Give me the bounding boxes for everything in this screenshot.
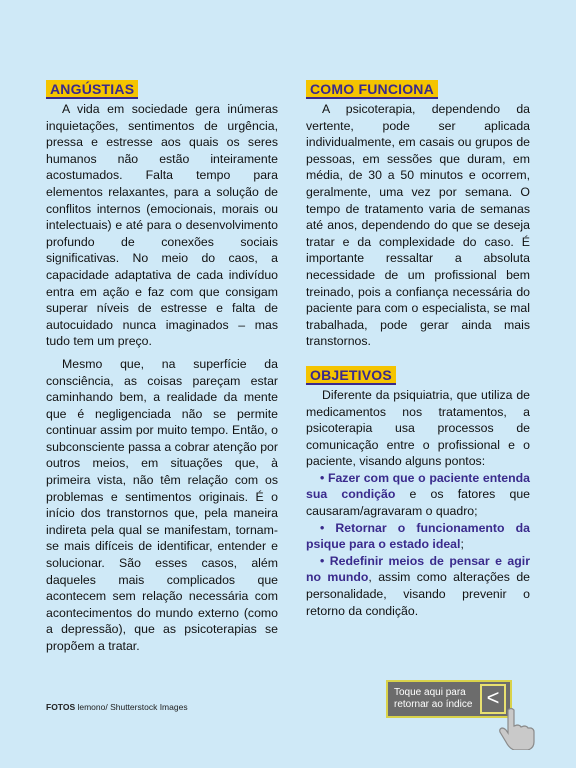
left-column	[46, 80, 278, 671]
bullet-item	[306, 470, 530, 520]
section-heading-objetivos: OBJETIVOS	[306, 366, 396, 385]
bullet-highlight: • Redefinir meios de pensar e agir no mundo	[306, 553, 530, 585]
bullet-item	[306, 553, 530, 619]
section-heading-como-funciona: COMO FUNCIONA	[306, 80, 438, 99]
back-button-label: Toque aqui para retornar ao índice	[394, 687, 473, 710]
credit-text: lemono/ Shutterstock Images	[75, 702, 188, 712]
pointing-hand-icon	[496, 706, 536, 750]
back-arrow-icon: <	[480, 684, 506, 714]
section-objetivos	[306, 366, 530, 619]
bullet-highlight: • Retornar o funcionamento da psique para o estado ideal	[306, 520, 530, 552]
bullet-text: e os fatores que causaram/agravaram o quadro;	[306, 487, 530, 519]
bullet-item	[306, 520, 530, 553]
photo-credit	[46, 702, 188, 712]
back-to-index-button[interactable]	[386, 680, 512, 718]
section-heading-angustias: ANGÚSTIAS	[46, 80, 138, 99]
paragraph: A vida em sociedade gera inúmeras inquietações, sentimentos de urgência, pressa e estresse aos quais os seres humanos não estão inteiramente acostumados. Falta tempo para elementos relaxantes, para a solução de conflitos internos (emocionais, morais ou intelectuais) e até para o desenvolvimento profundo de conexões sociais significativas. No meio do caos, a capacidade adaptativa de cada indivíduo entra em ação e faz com que consigam superar níveis de estresse e falta de autocuidado nunca imaginados – mas tudo tem um preço.	[46, 102, 278, 349]
paragraph: Mesmo que, na superfície da consciência, as coisas pareçam estar caminhando bem, a realidade da mente que é negligenciada não se permite continuar assim por muito tempo. Então, o subconsciente passa a cobrar atenção por outros meios, em situações que, à primeira vista, não têm relação com os problemas e sentimentos originais. É o início dos transtornos que, pela maneira indireta pela qual se manifestam, tornam-se mais difíceis de identificar, entender e solucionar. São esses casos, além daqueles mais complicados que acontecem sem relação necessária com acontecimentos do mundo externo (como a depressão), que as psicoterapias se propõem a tratar.	[46, 356, 278, 653]
section-angustias	[46, 80, 278, 655]
bullet-highlight: • Fazer com que o paciente entenda sua condição	[306, 470, 530, 502]
credit-label: FOTOS	[46, 702, 76, 712]
paragraph: A psicoterapia, dependendo da vertente, pode ser aplicada individualmente, em casais ou grupos de pessoas, em sessões que duram, em média, de 30 a 50 minutos e ocorrem, geralmente, uma vez por semana. O tempo de tratamento varia de semanas até anos, dependendo do que se deseja tratar e da complexidade do caso. É importante ressaltar a absoluta necessidade de um profissional bem treinado, pois a confiança necessária do paciente para com o especialista, se mal trabalhada, pode gerar ainda mais transtornos.	[306, 102, 530, 349]
right-column	[306, 80, 530, 635]
section-como-funciona	[306, 80, 530, 350]
bullet-text: ;	[460, 537, 464, 552]
bullet-text: , assim como alterações de personalidade, visando prevenir o retorno da condição.	[306, 570, 530, 618]
paragraph: Diferente da psiquiatria, que utiliza de medicamentos nos tratamentos, a psicoterapia usa processos de comunicação entre o profissional e o paciente, visando alguns pontos:	[306, 387, 530, 469]
